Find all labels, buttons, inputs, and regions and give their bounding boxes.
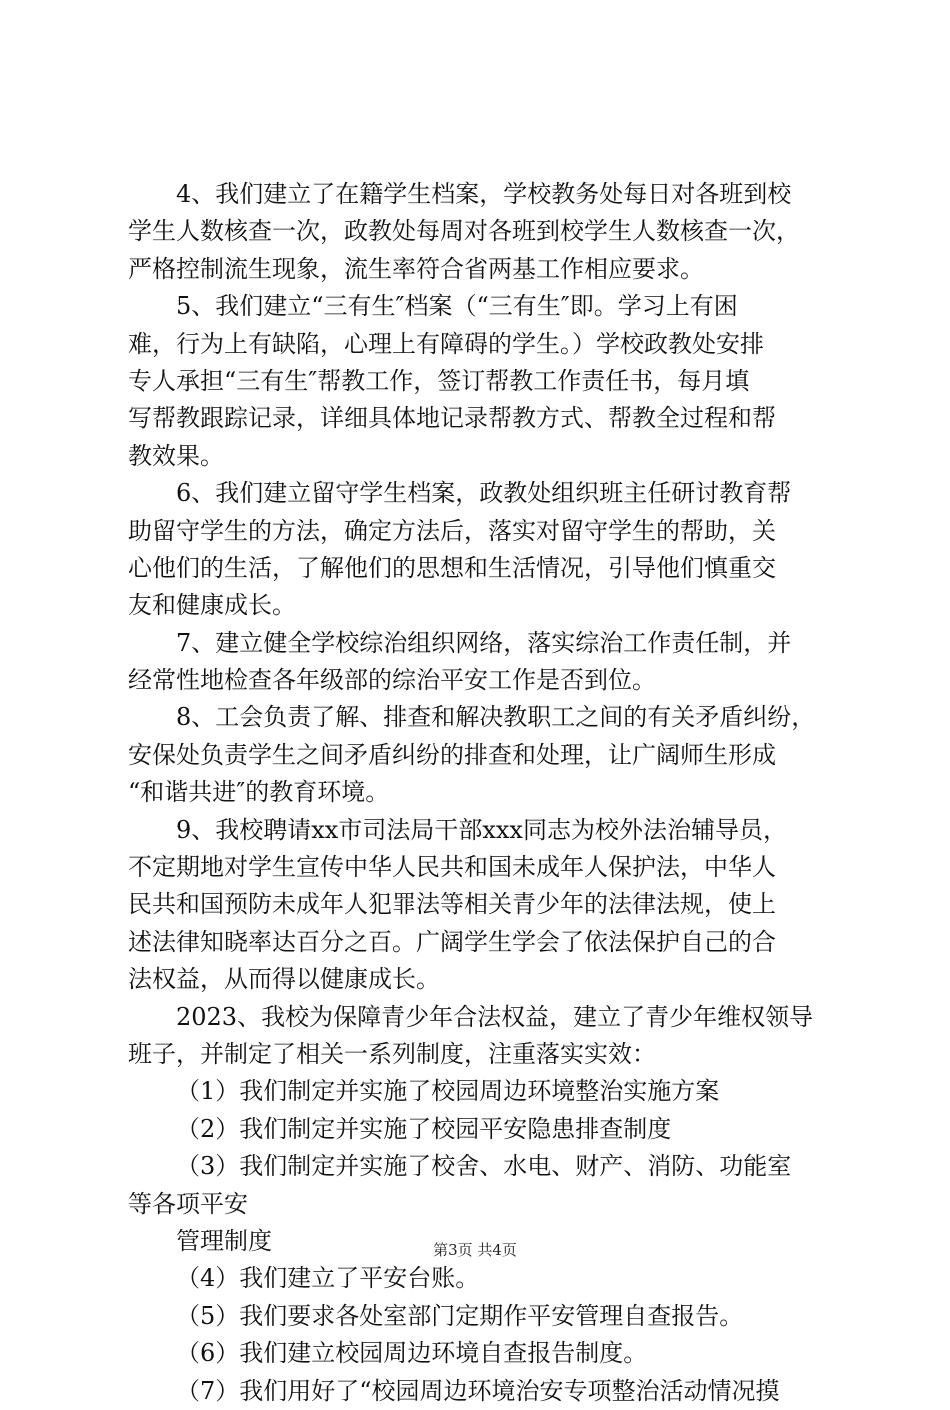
- list-item: （4）我们建立了平安台账。: [176, 1264, 480, 1293]
- text-line: 助留守学生的方法，确定方法后，落实对留守学生的帮助，关: [128, 516, 776, 545]
- list-item: （1）我们制定并实施了校园周边环境整治实施方案: [176, 1077, 720, 1106]
- list-item: （7）我们用好了“校园周边环境治安专项整治活动情况摸: [176, 1376, 780, 1405]
- text-line: 友和健康成长。: [128, 591, 296, 620]
- text-line: 8、工会负责了解、排查和解决教职工之间的有关矛盾纠纷，: [176, 703, 816, 732]
- list-item: （2）我们制定并实施了校园平安隐患排查制度: [176, 1114, 672, 1143]
- text-line: 心他们的生活，了解他们的思想和生活情况，引导他们慎重交: [128, 553, 776, 582]
- text-line: 班子，并制定了相关一系列制度，注重落实实效：: [128, 1039, 656, 1068]
- text-line: 严格控制流生现象，流生率符合省两基工作相应要求。: [128, 254, 704, 283]
- text-line: 教效果。: [128, 441, 224, 470]
- text-line: 9、我校聘请xx市司法局干部xxx同志为校外法治辅导员，: [176, 815, 787, 844]
- text-line: 专人承担“三有生″帮教工作，签订帮教工作责任书，每月填: [128, 366, 750, 395]
- document-body: [128, 176, 828, 1410]
- text-line: 6、我们建立留守学生档案，政教处组织班主任研讨教育帮: [176, 479, 792, 508]
- text-line: 安保处负责学生之间矛盾纠纷的排查和处理，让广阔师生形成: [128, 740, 776, 769]
- text-line: 不定期地对学生宣传中华人民共和国未成年人保护法，中华人: [128, 853, 776, 882]
- list-item: （3）我们制定并实施了校舍、水电、财产、消防、功能室: [176, 1152, 792, 1181]
- text-line: 等各项平安: [128, 1189, 248, 1218]
- text-line: 4、我们建立了在籍学生档案，学校教务处每日对各班到校: [176, 180, 792, 208]
- text-line: 学生人数核查一次，政教处每周对各班到校学生人数核查一次，: [128, 217, 800, 246]
- text-line: “和谐共进″的教育环境。: [128, 778, 390, 807]
- text-line: 民共和国预防未成年人犯罪法等相关青少年的法律法规，使上: [128, 890, 776, 919]
- text-line: 经常性地检查各年级部的综治平安工作是否到位。: [128, 666, 656, 695]
- list-item: （5）我们要求各处室部门定期作平安管理自查报告。: [176, 1301, 744, 1330]
- text-line: 7、建立健全学校综治组织网络，落实综治工作责任制，并: [176, 628, 792, 657]
- text-line: 5、我们建立“三有生″档案（“三有生″即。学习上有困: [176, 292, 738, 321]
- text-line: 2023、我校为保障青少年合法权益，建立了青少年维权领导: [176, 1002, 814, 1031]
- list-item: （6）我们建立校园周边环境自查报告制度。: [176, 1339, 648, 1368]
- text-line: 管理制度: [176, 1226, 272, 1255]
- page-number: 第3页 共4页: [433, 1241, 517, 1259]
- text-line: 述法律知晓率达百分之百。广阔学生学会了依法保护自己的合: [128, 927, 776, 956]
- text-line: 法权益，从而得以健康成长。: [128, 965, 440, 994]
- text-line: 写帮教跟踪记录，详细具体地记录帮教方式、帮教全过程和帮: [128, 404, 776, 433]
- text-line: 难，行为上有缺陷，心理上有障碍的学生。）学校政教处安排: [128, 329, 764, 358]
